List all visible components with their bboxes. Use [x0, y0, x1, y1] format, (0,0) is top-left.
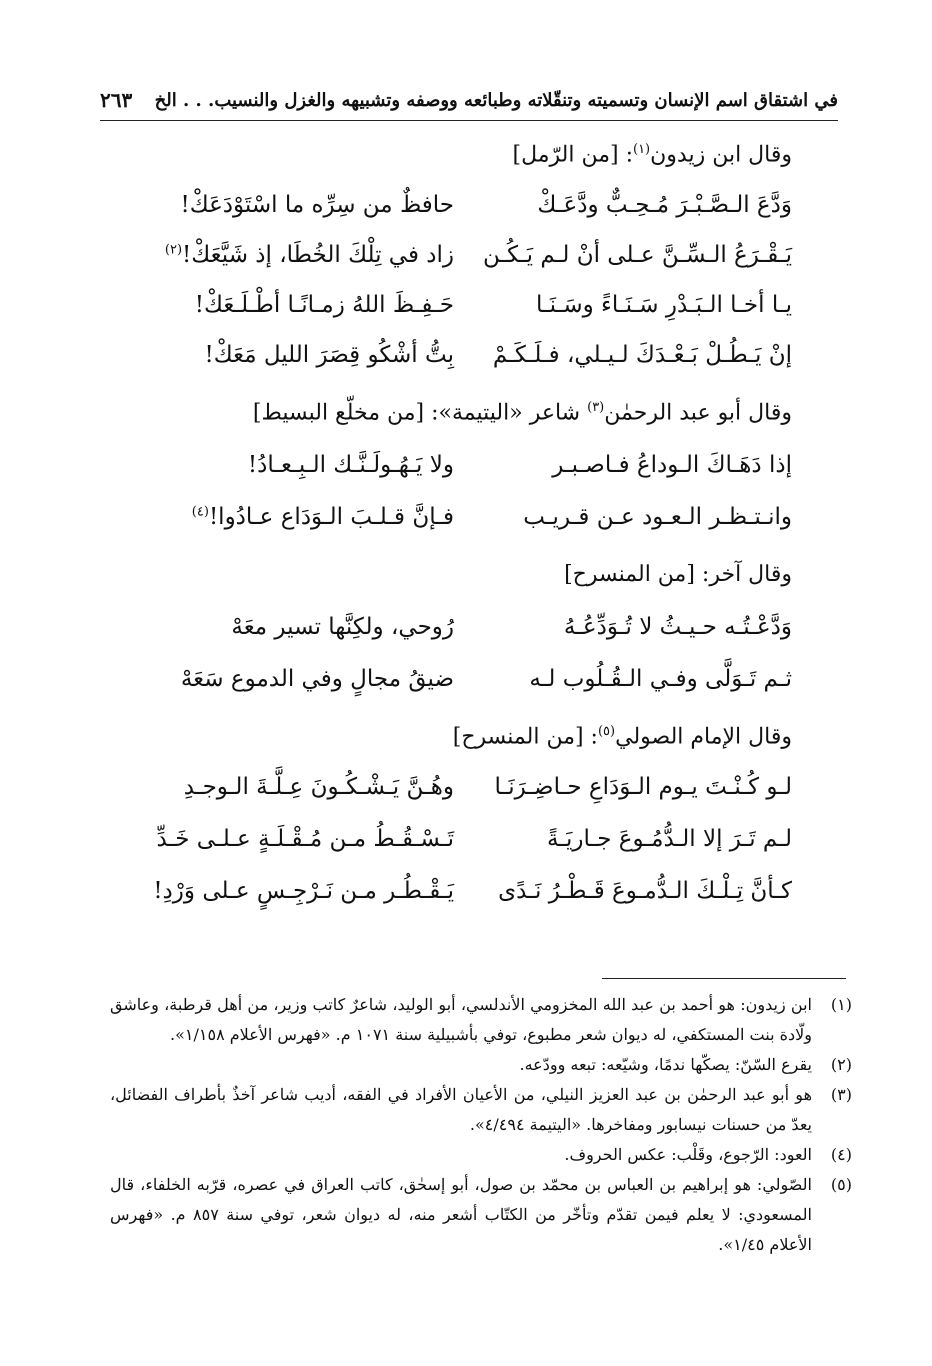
verse-hemistich-right: إذا دَهَـاكَ الـوداعُ فـاصـبـر: [552, 452, 792, 478]
hemistich-text: رُوحي، ولكِنَّها تسير معَهْ: [231, 614, 454, 640]
verse-hemistich-left: [134, 192, 454, 218]
header-title: في اشتقاق اسم الإنسان وتسميته وتنقّلاته وطبائعه ووصفه وتشبيهه والغزل والنسيب. . . الخ: [154, 89, 838, 111]
verse-hemistich-left: [134, 878, 454, 904]
section-intro: [512, 142, 792, 167]
footnotes: [110, 990, 852, 1260]
verse-hemistich-left: [134, 666, 454, 692]
hemistich-text: ولا يَـهُـولَـنَّـك الـبِـعـادُ!: [247, 452, 454, 478]
footnote-ref: (٣): [587, 400, 605, 415]
hemistich-text: ضيقُ مجالٍ وفي الدموع سَعَهْ: [180, 666, 454, 692]
verse-hemistich-left: [134, 292, 454, 318]
footnote-text: الصّولي: هو إبراهيم بن العباس بن محمّد بن صول، أبو إسحٰق، كاتب العراق في عصره، قرّبه الخلفاء، قال المسعودي: لا يعلم فيمن تقدّم وتأخّر من الكتّاب أشعر منه، له ديوان شعر، توفي سنة ٨٥٧ م. «فهرس الأعلام ١/٤٥».: [110, 1175, 812, 1254]
hemistich-text: بِتُّ أشْكُو قِصَرَ الليل مَعَكْ!: [204, 342, 454, 368]
verse-hemistich-right: وَدَّعَ الـصَّـبْـرَ مُـحِـبٌّ ودَّعَـكْ: [537, 192, 792, 218]
running-header: [100, 80, 838, 121]
footnote-number: (٤): [830, 1145, 852, 1164]
hemistich-text: يَـقْـطُـر مـن نَـرْجِـسٍ عـلى وَرْدِ!: [153, 878, 454, 904]
footnote-ref: (٤): [191, 504, 209, 520]
section-intro: [253, 400, 792, 425]
verse-hemistich-right: لـم تَـرَ إلا الـدُّمُـوعَ جـاريَـةً: [546, 826, 792, 852]
footnote-text: ابن زيدون: هو أحمد بن عبد الله المخزومي الأندلسي، أبو الوليد، شاعرٌ كاتب وزير، من أهل قرطبة، وعاشق ولّادة بنت المستكفي، له ديوان شعر مطبوع، توفي بأشبيلية سنة ١٠٧١ م. «فهرس الأعلام ١/١٥٨».: [110, 995, 813, 1044]
section-intro: [453, 724, 792, 749]
verse-hemistich-left: [134, 826, 454, 852]
page-number: ٢٦٣: [100, 88, 133, 112]
footnote-divider: [602, 978, 846, 979]
intro-text: وقال ابن زيدون: [650, 142, 792, 168]
verse-hemistich-right: كـأنَّ تِـلْـكَ الـدُّمـوعَ قَـطْـرُ نَـدًى: [498, 878, 792, 904]
footnote-item: [110, 1170, 852, 1260]
footnote-item: [110, 1080, 852, 1140]
verse-hemistich-left: [134, 774, 454, 800]
section-intro: [564, 562, 792, 587]
footnote-text: يقرع السّنّ: يصكّها ندمًا، وشيّعه: تبعه وودّعه.: [519, 1055, 812, 1074]
verse-hemistich-left: [134, 452, 454, 478]
intro-text: وقال الإمام الصولي: [615, 724, 792, 750]
meter-label: : [من المنسرح]: [564, 562, 710, 587]
footnote-ref: (٥): [597, 724, 616, 739]
footnote-number: (١): [830, 995, 852, 1014]
hemistich-text: تَـسْـقُـطُ مـن مُـقْـلَـةٍ عـلـى خَـدِّ: [156, 826, 454, 852]
meter-label: : [من الرّمل]: [512, 142, 633, 168]
footnote-item: [110, 1050, 852, 1080]
verse-hemistich-right: إنْ يَـطُـلْ بَـعْـدَكَ لـيـلي، فـلَـكَـمْ: [492, 342, 792, 368]
hemistich-text: زاد في تِلْكَ الخُطَا، إذ شَيَّعَكْ!: [182, 242, 454, 268]
verse-hemistich-right: يـا أخـا الـبَـدْرِ سَـنَـاءً وسَـنَـا: [535, 292, 792, 318]
meter-label: : [من المنسرح]: [452, 724, 598, 750]
verse-hemistich-right: وَدَّعْـتُـه حـيـثُ لا تُـوَدِّعُـهُ: [563, 614, 792, 640]
footnote-item: [110, 990, 852, 1050]
verse-hemistich-left: [134, 614, 454, 640]
footnote-number: (٢): [830, 1055, 852, 1074]
intro-text: وقال أبو عبد الرحمٰن: [604, 400, 792, 426]
verse-hemistich-right: يَـقْـرَعُ الـسِّـنَّ عـلى أنْ لـم يَـكُـن: [482, 242, 792, 268]
footnote-ref: (٢): [164, 242, 183, 258]
verse-hemistich-right: وانـتـظـر الـعـود عـن قـريـب: [523, 504, 792, 530]
verse-hemistich-right: لـو كُـنْـتَ يـوم الـوَدَاعِ حـاضِـرَنَـا: [494, 774, 792, 800]
footnote-text: هو أبو عبد الرحمٰن بن عبد العزيز النيلي، من الأعيان الأفراد في الفقه، أديب شاعر آخذٌ بأطراف الفضائل، يعدّ من حسنات نيسابور ومفاخرها. «اليتيمة ٤/٤٩٤».: [110, 1085, 812, 1134]
intro-text: وقال آخر: [709, 562, 792, 587]
footnote-number: (٣): [830, 1085, 852, 1104]
footnote-number: (٥): [830, 1175, 852, 1194]
hemistich-text: فـإنَّ قـلـبَ الـوَدَاع عـادُوا!: [208, 504, 454, 530]
verse-hemistich-right: ثـم تَـوَلَّى وفـي الـقُـلُوب لـه: [529, 666, 792, 692]
verse-hemistich-left: [134, 242, 454, 268]
verse-hemistich-left: [134, 504, 454, 530]
hemistich-text: حَـفِـظَ اللهُ زمـانًـا أطْـلَـعَكْ!: [194, 292, 454, 318]
footnote-ref: (١): [632, 142, 651, 157]
footnote-text: العود: الرّجوع، وقَلْب: عكس الحروف.: [564, 1145, 812, 1164]
footnote-item: [110, 1140, 852, 1170]
meter-label: شاعر «اليتيمة»: [من مخلّع البسيط]: [252, 400, 588, 426]
verse-hemistich-left: [134, 342, 454, 368]
hemistich-text: حافظٌ من سِرِّه ما اسْتَوْدَعَكْ!: [180, 192, 454, 218]
hemistich-text: وهُـنَّ يَـشْـكُـونَ عِـلَّـةَ الـوجـدِ: [183, 774, 454, 800]
